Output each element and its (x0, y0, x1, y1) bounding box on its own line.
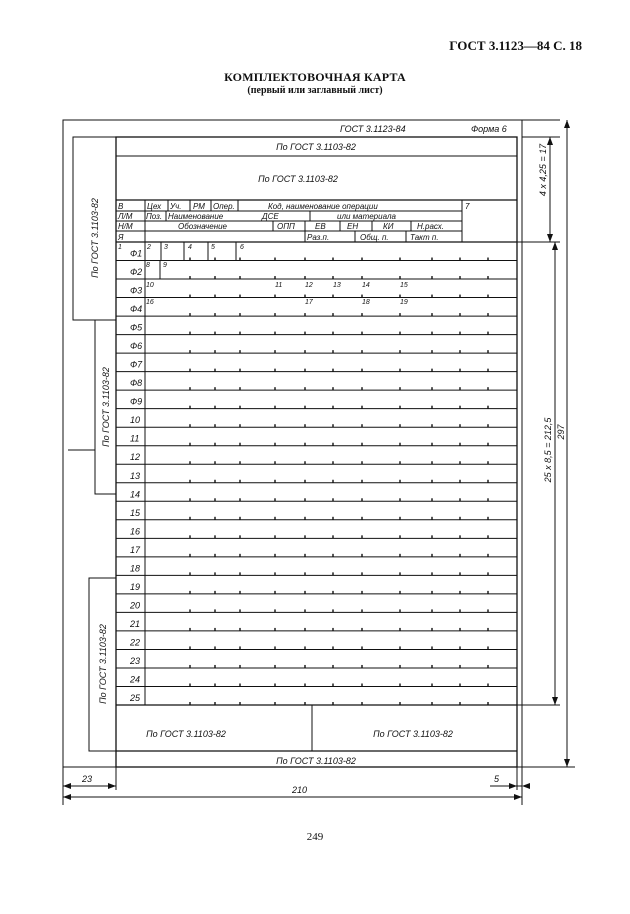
ref-top-2: По ГОСТ 3.1103-82 (258, 174, 338, 184)
mark-15: 15 (400, 282, 408, 289)
row-label: 13 (130, 470, 141, 481)
row-label: 11 (130, 433, 140, 444)
hdr-r4-c2: Общ. п. (360, 233, 389, 242)
row-label: Ф6 (130, 341, 143, 352)
mark-17: 17 (305, 299, 313, 306)
ref-bottom: По ГОСТ 3.1103-82 (276, 756, 356, 766)
row-label: 23 (130, 655, 141, 666)
dim-height-total: 297 (556, 424, 566, 440)
document-subtitle: (первый или заглавный лист) (247, 85, 383, 96)
ref-top-1: По ГОСТ 3.1103-82 (276, 142, 356, 152)
mark-8: 8 (146, 262, 150, 269)
hdr-r3-c6: Н.расх. (417, 222, 444, 231)
row-label: 25 (130, 693, 141, 703)
row-label: 24 (130, 674, 141, 685)
dim-left-margin: 23 (82, 774, 93, 784)
dim-width-total: 210 (292, 785, 308, 795)
hdr-r3-c3: ЕВ (315, 222, 326, 231)
hdr-r4-code: Я (118, 233, 124, 242)
row-label: Ф4 (130, 304, 143, 315)
hdr-r1-c6: 7 (465, 202, 470, 211)
hdr-r3-c5: КИ (383, 222, 394, 231)
row-label: 21 (130, 618, 141, 629)
mark-13: 13 (333, 282, 341, 289)
dim-rows-block: 25 x 8,5 = 212,5 (543, 417, 553, 483)
hdr-r3-c1: Обозначение (178, 222, 228, 231)
hdr-r2-c4: или материала (337, 212, 396, 221)
mark-10: 10 (146, 282, 154, 289)
mark-1: 1 (118, 244, 122, 251)
mark-3: 3 (164, 244, 168, 251)
mark-19: 19 (400, 299, 408, 306)
hdr-r1-c5: Код, наименование операции (268, 202, 378, 211)
standard-page-header: ГОСТ 3.1123—84 С. 18 (449, 38, 582, 53)
row-label: Ф2 (130, 267, 143, 278)
row-label: 18 (130, 563, 141, 574)
row-label: 16 (130, 526, 141, 537)
row-label: 12 (130, 452, 141, 463)
hdr-r3-c2: ОПП (277, 222, 295, 231)
row-label: 22 (130, 637, 141, 648)
dim-top-block: 4 x 4,25 = 17 (538, 143, 548, 197)
row-label: Ф1 (130, 248, 143, 259)
hdr-r1-c2: Уч. (170, 202, 182, 211)
row-label: 14 (130, 489, 141, 500)
hdr-r3-c4: ЕН (347, 222, 359, 231)
mark-14: 14 (362, 282, 370, 289)
row-label: 15 (130, 507, 141, 518)
row-label: 17 (130, 544, 141, 555)
mark-12: 12 (305, 282, 313, 289)
hdr-r2-c3: ДСЕ (262, 212, 279, 221)
mark-18: 18 (362, 299, 370, 306)
row-label: 10 (130, 415, 141, 426)
ref-left-bottom: По ГОСТ 3.1103-82 (98, 624, 108, 704)
row-label: Ф3 (130, 285, 143, 296)
mark-2: 2 (147, 244, 151, 251)
mark-11: 11 (275, 282, 283, 289)
mark-16: 16 (146, 299, 154, 306)
row-label: Ф9 (130, 396, 143, 407)
row-label: Ф5 (130, 322, 143, 333)
form-number-label: Форма 6 (471, 124, 507, 134)
row-label: 19 (130, 581, 141, 592)
hdr-r2-code: Л/М (118, 212, 133, 221)
ref-bottom-right: По ГОСТ 3.1103-82 (373, 729, 453, 739)
hdr-r1-c3: РМ (193, 202, 205, 211)
ref-left-top: По ГОСТ 3.1103-82 (90, 198, 100, 278)
hdr-r1-c1: Цех (147, 202, 162, 211)
row-label: Ф8 (130, 378, 143, 389)
ref-left-mid: По ГОСТ 3.1103-82 (101, 367, 111, 447)
ref-bottom-left: По ГОСТ 3.1103-82 (146, 729, 226, 739)
hdr-r1-c4: Опер. (213, 202, 235, 211)
mark-4: 4 (188, 244, 192, 251)
form-standard-label: ГОСТ 3.1123-84 (340, 124, 406, 134)
hdr-r4-c3: Такт п. (410, 233, 439, 242)
hdr-r1-code: В (118, 202, 124, 211)
mark-5: 5 (211, 244, 215, 251)
hdr-r4-c1: Раз.п. (307, 233, 330, 242)
hdr-r2-c2: Наименование (168, 212, 224, 221)
mark-6: 6 (240, 244, 244, 251)
hdr-r3-code: Н/М (118, 222, 133, 231)
row-label: 20 (130, 600, 141, 611)
dim-right-margin: 5 (494, 774, 500, 784)
hdr-r2-c1: Поз. (146, 212, 163, 221)
page-number: 249 (306, 831, 324, 843)
mark-9: 9 (163, 262, 167, 269)
document-title: КОМПЛЕКТОВОЧНАЯ КАРТА (224, 70, 406, 84)
row-label: Ф7 (130, 359, 143, 370)
